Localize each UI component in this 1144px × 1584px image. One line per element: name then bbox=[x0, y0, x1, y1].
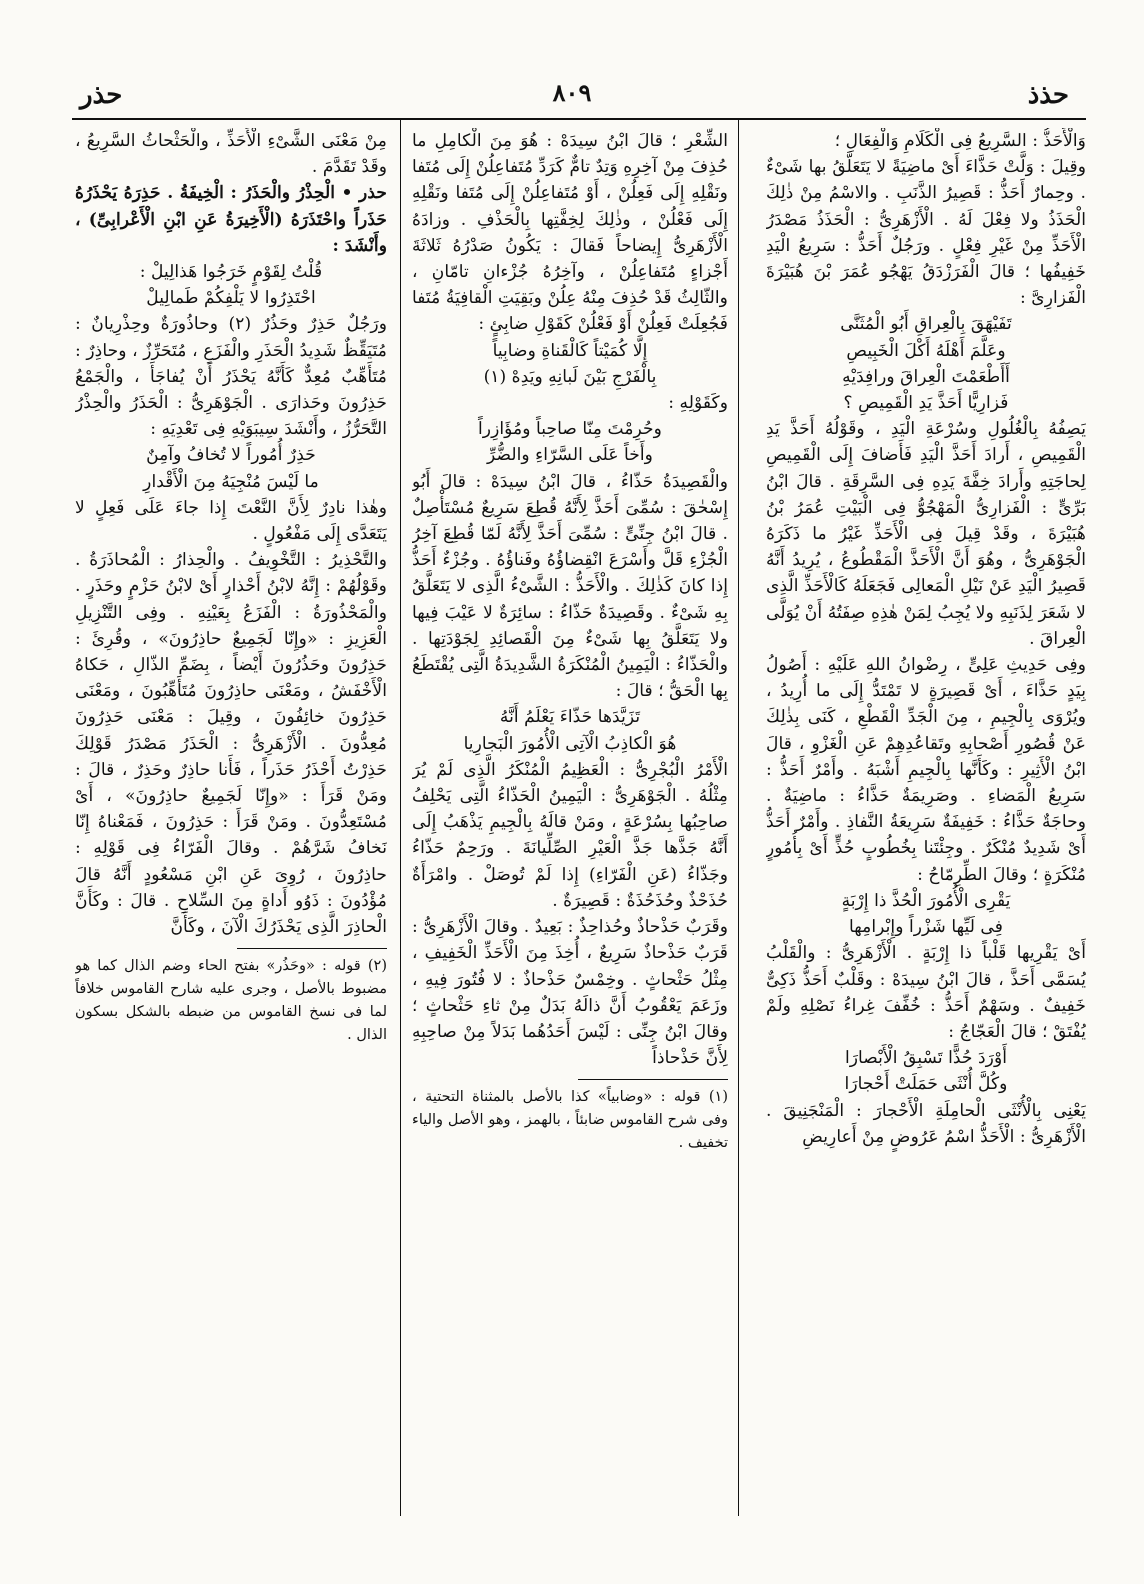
column-divider-right bbox=[738, 118, 739, 1516]
verse-line: تَفَيْهَقَ بِالْعِراقِ أَبُو الْمُثَنَّى bbox=[840, 314, 1012, 335]
footnote-rule bbox=[237, 948, 387, 949]
paragraph: وكَقَوْلِهِ : bbox=[668, 393, 728, 414]
verse-line: يَقْرِى الْأُمُورَ الْحُذَّ ذا إِرْبَةٍ bbox=[841, 890, 1011, 911]
verse-line: حَذِرٌ أُمُوراً لا تُخافُ وآمِنٌ bbox=[146, 445, 316, 466]
paragraph: وهٰذا نادِرٌ لِأَنَّ النَّعْتَ إِذا جاءَ عَلَى فَعِلٍ لا يَتَعَدَّى إِلَى مَفْعُولٍ . bbox=[75, 497, 387, 545]
paragraph: والتَّحْذِيرُ : التَّخْوِيفُ . والْحِذارُ : الْمُحاذَرَةُ . وقَوْلُهُمْ : إِنَّهُ لابْنُ أَحْذارٍ أَىْ لابْنُ حَزْمٍ وحَذَرٍ . والْمَحْذُورَةُ : الْفَزَعُ بِعَيْنِهِ . وفِى التَّنْزِيلِ الْعَزِيزِ : «وإِنّا لَجَمِيعٌ حاذِرُونَ» ، وقُرِئَ : حَذِرُونَ وحَذُرُونَ أَيْضاً ، بِضَمِّ الذّالِ ، حَكاهُ الْأَخْفَشُ ، ومَعْنَى حاذِرُونَ مُتَأَهِّبُونَ ، ومَعْنَى حَذِرُونَ خائِفُونَ ، وقِيلَ : مَعْنَى حَذِرُونَ مُعِدُّونَ . الْأَزْهَرِىُّ : الْحَذَرُ مَصْدَرُ قَوْلِكَ حَذِرْتُ أَحْذَرُ حَذَراً ، فَأَنا حاذِرٌ وحَذِرٌ ، قالَ : ومَنْ قَرَأَ : «وإِنّا لَجَمِيعٌ حاذِرُونَ» ، أَىْ مُسْتَعِدُّونَ . ومَنْ قَرَأَ : حَذِرُونَ ، فَمَعْناهُ إِنّا نَخافُ شَرَّهُمْ . وقالَ الْفَرّاءُ فِى قَوْلِهِ : حاذِرُونَ ، رُوِىَ عَنِ ابْنِ مَسْعُودٍ أَنَّهُ قالَ مُؤْدُونَ : ذَوُو أَداةٍ مِنَ السِّلاحِ . قالَ : وكَأَنَّ الْحاذِرَ الَّذِى يَحْذَرُكَ الْآنَ ، وكَأَنَّ bbox=[75, 550, 387, 938]
paragraph: أَىْ يَقْرِيها قَلْباً ذا إِرْبَةٍ . الْأَزْهَرِىُّ : والْقَلْبُ يُسَمَّى أَحَذَّ ، قالَ ابْنُ سِيدَهْ : وقَلْبٌ أَحَذُّ ذَكِىٌّ خَفِيفٌ . وسَهْمٌ أَحَذُّ : خُفِّفَ غِراءُ نَصْلِهِ ولَمْ يُفْتَقْ ؛ قالَ الْعَجّاجُ : bbox=[766, 943, 1086, 1042]
column-middle bbox=[412, 128, 728, 1516]
footnote-1: (١) قوله : «وضابياً» كذا بالأصل بالمثناة التحتية ، وفى شرح القاموس ضابئاً ، بالهمز ، وهو الأصل والياء تخفيف . bbox=[412, 1089, 728, 1152]
verse-line: احْتَذِرُوا لا يَلْفِكُمْ طَمالِيلْ bbox=[146, 288, 316, 309]
verse-line: ما لَيْسَ مُنْجِيَهُ مِنَ الْأَقْدارِ bbox=[143, 471, 319, 492]
column-left bbox=[75, 128, 387, 1516]
paragraph: وفِى حَدِيثِ عَلِىٍّ ، رِضْوانُ اللهِ عَلَيْهِ : أَصُولُ بِيَدٍ حَذَّاءَ ، أَىْ قَصِيرَةٍ لا تَمْتَدُّ إِلَى ما أُرِيدُ ، ويُرْوَى بِالْجِيمِ ، مِنَ الْجَدِّ الْقَطْعِ ، كَنَى بِذٰلِكَ عَنْ قُصُورِ أَصْحابِهِ وتَقاعُدِهِمْ عَنِ الْغَزْوِ ، قالَ ابْنُ الْأَثِيرِ : وكَأَنَّها بِالْجِيمِ أَشْبَهُ . وأَمْرٌ أَحَذُّ : سَرِيعُ الْمَضاءِ . وصَرِيمَةٌ حَذَّاءُ : ماضِيَةٌ . وحاجَةٌ حَذَّاءُ : خَفِيفَةٌ سَرِيعَةُ النَّفاذِ . وأَمْرٌ أَحَذُّ أَىْ شَدِيدٌ مُنْكَرٌ . وجِئْتَنا بِخُطُوبٍ حُذٍّ أَىْ بِأُمُورٍ مُنْكَرَةٍ ؛ وقالَ الطِّرِمّاحُ : bbox=[766, 655, 1086, 885]
header-rule bbox=[72, 118, 1086, 120]
verse-line: فِى لَيِّها شَزْراً وإِبْرامِها bbox=[849, 917, 1003, 938]
verse-line: وحُرِمْتَ مِنّا صاحِباً ومُؤَازِراً bbox=[478, 419, 662, 440]
verse-line: وعَلَّمَ أَهْلَهُ أَكْلَ الْخَبِيصِ bbox=[846, 340, 1006, 361]
paragraph: والْقَصِيدَةُ حَذّاءُ ، قالَ ابْنُ سِيدَهْ : قالَ أَبُو إِسْحٰقَ : سُمِّىَ أَحَذَّ لِأَنَّهُ قُطِعَ سَرِيعٌ مُسْتَأْصِلٌ . قالَ ابْنُ جِنِّىٍّ : سُمِّىَ أَحَذَّ لِأَنَّهُ لَمّا قُطِعَ آخِرُ الْجُزْءِ قَلَّ وأَسْرَعَ انْقِضاؤُهُ وفَناؤُهُ . وجُزْءٌ أَحَذُّ إِذا كانَ كَذٰلِكَ . والْأَحَذُّ : الشَّىْءُ الَّذِى لا يَتَعَلَّقُ بِهِ شَىْءٌ . وقَصِيدَةٌ حَذّاءُ : سائِرَةٌ لا عَيْبَ فِيها ولا يَتَعَلَّقُ بِها شَىْءٌ مِنَ الْقَصائِدِ لِجَوْدَتِها . والْحَذّاءُ : الْيَمِينُ الْمُنْكَرَةُ الشَّدِيدَةُ الَّتِى يُقْتَطَعُ بِها الْحَقُّ ؛ قالَ : bbox=[412, 471, 728, 702]
paragraph: الْأَمْرُ الْبُجْرِىُّ : الْعَظِيمُ الْمُنْكَرُ الَّذِى لَمْ يُرَ مِثْلُهُ . الْجَوْهَرِىُّ : الْيَمِينُ الْحَذّاءُ الَّتِى يَحْلِفُ صاحِبُها بِسُرْعَةٍ ، ومَنْ قالَهُ بِالْجِيمِ يَذْهَبُ إِلَى أَنَّهُ جَذَّها جَذَّ الْعَيْرِ الصِّلِّيانَةَ . ورَحِمٌ حَذّاءُ وجَذّاءُ (عَنِ الْفَرّاءِ) إِذا لَمْ تُوصَلْ . وامْرَأَةٌ حُذَحْذٌ وحُذَحُذَةٌ : قَصِيرَةٌ . bbox=[412, 759, 728, 911]
footnote-2: (٢) قوله : «وحَذُر» بفتح الحاء وضم الذال كما هو مضبوط بالأصل ، وجرى عليه شارح القاموس خلافاً لما فى نسخ القاموس من ضبطه بالشكل بسكون الذال . bbox=[75, 958, 387, 1044]
header-root-left: حذر bbox=[80, 80, 123, 110]
paragraph: يَعْنِى بِالْأُنْثَى الْحامِلَةِ الْأَحْجارَ : الْمَنْجَنِيقَ . الْأَزْهَرِىُّ : الْأَحَذُّ اسْمُ عَرُوضٍ مِنْ أَعارِيضِ bbox=[766, 1100, 1086, 1147]
verse-line: وكُلَّ أُنْثَى حَمَلَتْ أَحْجارَا bbox=[844, 1074, 1008, 1095]
page-number: ٨٠٩ bbox=[552, 78, 592, 107]
column-left-body bbox=[75, 128, 387, 940]
column-divider-left bbox=[400, 118, 401, 1516]
verse-line: فَزارِيًّا أَحَذَّ يَدِ الْقَمِيصِ ؟ bbox=[843, 393, 1009, 414]
paragraph: وَالْأَحَذُّ : السَّرِيعُ فِى الْكَلَامِ وَالْفِعَالِ ؛ bbox=[834, 131, 1086, 151]
verse-line: هُوَ الْكاذِبُ الْآتِى الْأُمُورَ الْبَجارِيا bbox=[463, 733, 677, 754]
verse-line: أَأَطْعَمْتَ الْعِراقَ ورافِدَيْهِ bbox=[842, 366, 1010, 387]
verse-line: وأَخاً عَلَى السَّرّاءِ والضُّرِّ bbox=[487, 445, 653, 466]
paragraph: الشِّعْرِ ؛ قالَ ابْنُ سِيدَهْ : هُوَ مِنَ الْكامِلِ ما حُذِفَ مِنْ آخِرِهِ وَتِدٌ تامٌّ كَرَدِّ مُتَفاعِلُنْ إِلَى مُتَفا ونَقْلِهِ إِلَى فَعِلُنْ ، أَوْ مُتَفاعِلُنْ إِلَى مُتَفا ونَقْلِهِ إِلَى فَعْلُنْ ، وذٰلِكَ لِخِفَّتِها بِالْحَذْفِ . وزادَهُ الْأَزْهَرِىُّ إِيضاحاً فَقالَ : يَكُونُ صَدْرُهُ ثَلاثَةَ أَجْزاءٍ مُتَفاعِلُنْ ، وآخِرُهُ جُزْءانِ تامّانِ ، والثّالِثُ قَدْ حُذِفَ مِنْهُ عِلُنْ وبَقِيَتِ الْقافِيَةُ مُتَفا فَجُعِلَتْ فَعِلُنْ أَوْ فَعْلُنْ كَقَوْلِ ضابِئٍ : bbox=[412, 131, 728, 335]
paragraph: مِنْ مَعْنَى الشَّىْءِ الْأَحَذِّ ، والْحَثْحاثُ السَّرِيعُ ، وقَدْ تَقَدَّمَ . bbox=[75, 131, 387, 178]
verse-line: قُلْتُ لِقَوْمٍ خَرَجُوا هَذالِيلْ : bbox=[139, 262, 323, 283]
column-middle-body bbox=[412, 128, 728, 1071]
verse-line: تَزَيَّدَها حَذّاءَ يَعْلَمُ أَنَّهُ bbox=[499, 707, 641, 728]
entry-heading: حذر • الْحِذْرُ والْحَذَرُ : الْخِيفَةُ . حَذِرَهُ يَحْذَرُهُ حَذَراً واحْتَذَرَهُ (الْأَخِيرَةُ عَنِ ابْنِ الْأَعْرابِىِّ) ، وأَنْشَدَ : bbox=[75, 183, 387, 256]
paragraph: ورَجُلٌ حَذِرٌ وحَذُرٌ (٢) وحاذُورَةٌ وحِذْرِيانٌ : مُتَيَقِّظٌ شَدِيدُ الْحَذَرِ والْفَزَعِ ، مُتَحَرِّزٌ ، وحاذِرٌ : مُتَأَهِّبٌ مُعِدٌّ كَأَنَّهُ يَحْذَرُ أَنْ يُفاجَأَ ، والْجَمْعُ حَذِرُونَ وحَذارَى . الْجَوْهَرِىُّ : الْحَذَرُ والْحِذْرُ التَّحَرُّزُ ، وأَنْشَدَ سِيبَوَيْهِ فِى تَعْدِيَهِ : bbox=[75, 314, 387, 440]
paragraph: وقَرَبٌ حَذْحاذٌ وحُذاحِذٌ : بَعِيدٌ . وقالَ الْأَزْهَرِىُّ : قَرَبٌ حَذْحاذٌ سَرِيعٌ ، أُخِذَ مِنَ الْأَحَذِّ الْخَفِيفِ ، مِثْلُ حَثْحاثٍ . وخِمْسٌ حَذْحاذٌ : لا فُتُورَ فِيهِ ، وزَعَمَ يَعْقُوبُ أَنَّ ذالَهُ بَدَلٌ مِنْ ثاءِ حَثْحاثٍ ؛ وقالَ ابْنُ جِنِّى : لَيْسَ أَحَدُهُما بَدَلاً مِنْ صاحِبِهِ لِأَنَّ حَذْحاذاً bbox=[412, 917, 728, 1069]
header-root-right: حذذ bbox=[1027, 80, 1069, 110]
paragraph: يَصِفُهُ بِالْغُلُولِ وسُرْعَةِ الْيَدِ ، وقَوْلُهُ أَحَذَّ يَدِ الْقَمِيصِ ، أَرادَ أَحَذَّ الْيَدِ فَأَضافَ إِلَى الْقَمِيصِ لِحاجَتِهِ وأَرادَ خِفَّةَ يَدِهِ فِى السَّرِقَةِ . قالَ ابْنُ بَرِّىٍّ : الْفَزارِىُّ الْمَهْجُوُّ فِى الْبَيْتِ عُمَرُ بْنُ هُبَيْرَةَ ، وقَدْ قِيلَ فِى الْأَحَذِّ غَيْرُ ما ذَكَرَهُ الْجَوْهَرِىُّ ، وهُوَ أَنَّ الْأَحَذَّ الْمَقْطُوعُ ، يُرِيدُ أَنَّهُ قَصِيرُ الْيَدِ عَنْ نَيْلِ الْمَعالِى فَجَعَلَهُ كَالْأَحَذِّ الَّذِى لا شَعَرَ لِذَنَبِهِ ولا يُجِبُ لِمَنْ هٰذِهِ صِفَتُهُ أَنْ يُوَلَّى الْعِراقَ . bbox=[766, 419, 1086, 649]
paragraph: وقِيلَ : وَلَّتْ حَذَّاءَ أَىْ ماضِيَةً لا يَتَعَلَّقُ بها شَىْءٌ . وحِمارٌ أَحَذُّ : قَصِيرُ الذَّنَبِ . والاسْمُ مِنْ ذٰلِكَ الْحَذَذُ ولا فِعْلَ لَهُ . الْأَزْهَرِىُّ : الْحَذَذُ مَصْدَرُ الْأَحَذِّ مِنْ غَيْرِ فِعْلٍ . ورَجُلٌ أَحَذُّ : سَرِيعُ الْيَدِ خَفِيفُها ؛ قالَ الْفَرَزْدَقُ يَهْجُو عُمَرَ بْنَ هُبَيْرَةَ الْفَزارِىَّ : bbox=[766, 157, 1086, 309]
verse-line: إِلَّا كُمَيْتاً كَالْقَناةِ وضابِياً bbox=[492, 340, 648, 361]
column-right bbox=[766, 128, 1086, 1516]
verse-line: بِالْفَرْجِ بَيْنَ لَبانِهِ ويَدِهْ (١) bbox=[483, 366, 657, 387]
verse-line: أَوْرَدَ حُذًّا تَسْبِقُ الْأَبْصارَا bbox=[844, 1048, 1008, 1069]
footnote-rule bbox=[578, 1079, 728, 1080]
